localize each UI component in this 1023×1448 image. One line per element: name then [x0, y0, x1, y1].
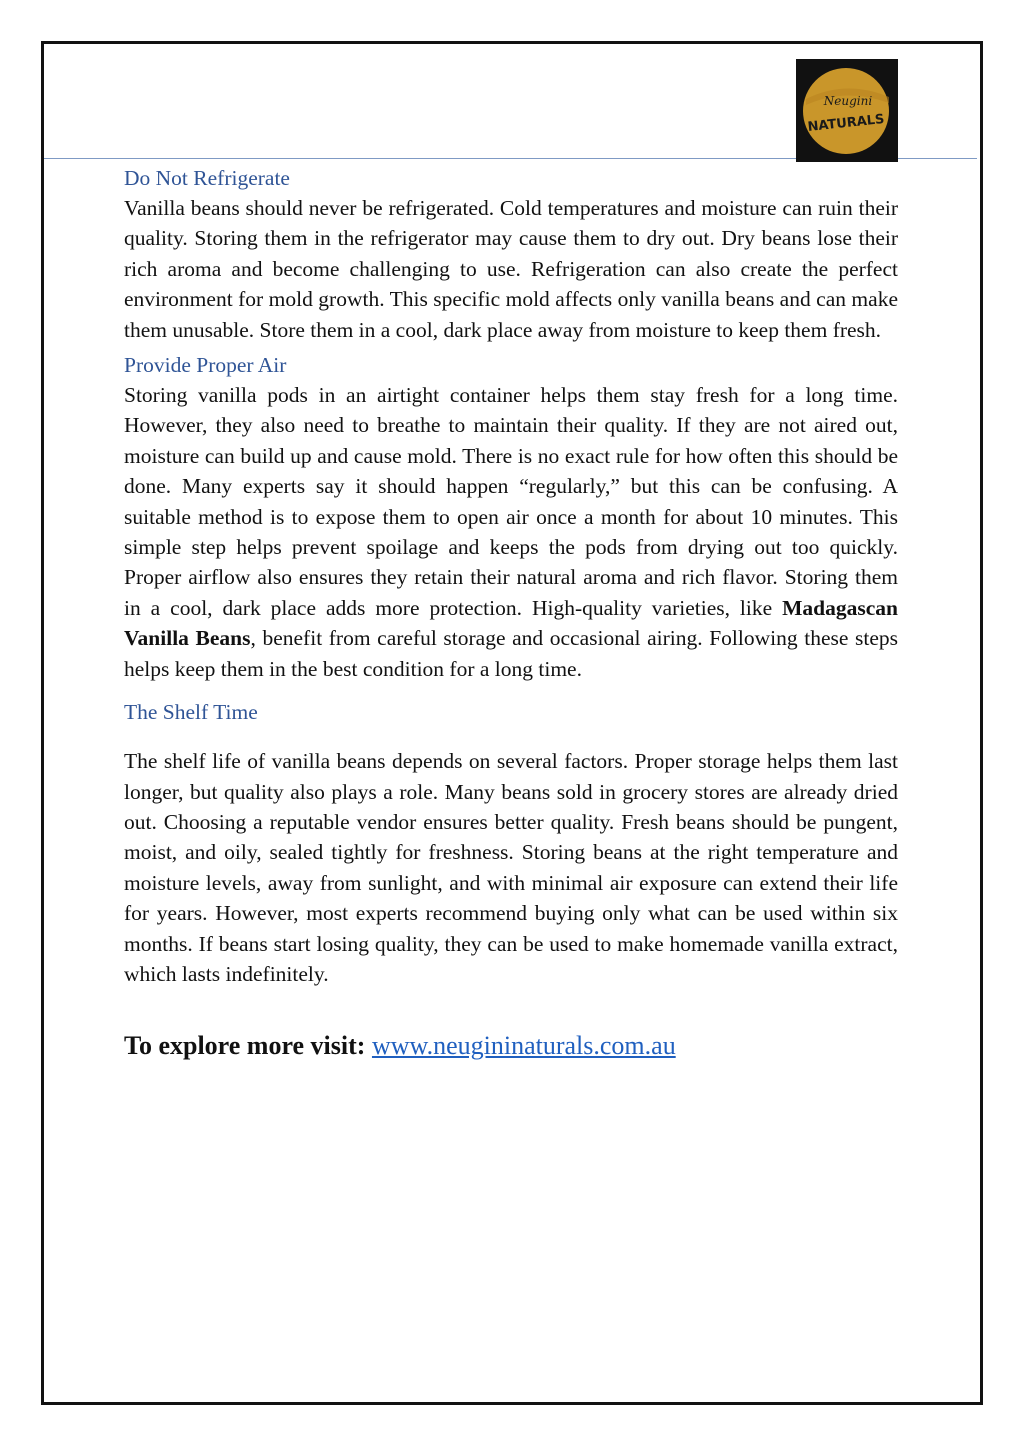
paragraph-text: Storing vanilla pods in an airtight container helps them stay fresh for a long time. However, they also need to breathe to maintain their quality. If they are not aired out, moisture can build up and cause mold. There is no exact rule for how often this should be done. Many experts say it should happen “regularly,” but this can be confusing. A suitable method is to expose them to open air once a month for about 10 minutes. This simple step helps prevent spoilage and keeps the pods from drying out too quickly. Proper airflow also ensures they retain their natural aroma and rich flavor. Storing them in a cool, dark place adds more protection. High-quality varieties, like [124, 383, 898, 620]
section-paragraph-refrigerate: Vanilla beans should never be refrigerated. Cold temperatures and moisture can ruin their quality. Storing them in the refrigerator may cause them to dry out. Dry beans lose their rich aroma and become challenging to use. Refrigeration can also create the perfect environment for mold growth. This specific mold affects only vanilla beans and can make them unusable. Store them in a cool, dark place away from moisture to keep them fresh. [124, 196, 898, 342]
section-heading-shelf: The Shelf Time [124, 700, 258, 725]
cta-label: To explore more visit: [124, 1031, 366, 1061]
website-link[interactable]: www.neugininaturals.com.au [371, 1031, 676, 1061]
logo-graphic [796, 59, 898, 162]
section-heading-air: Provide Proper Air [124, 353, 287, 378]
paragraph-text-continued: , benefit from careful storage and occasional airing. Following these steps helps keep them in the best condition for a long time. [124, 626, 899, 681]
section-paragraph-air [124, 380, 898, 684]
document-body [124, 163, 898, 1063]
section-paragraph-shelf: The shelf life of vanilla beans depends on several factors. Proper storage helps them last longer, but quality also plays a role. Many beans sold in grocery stores are already dried out. Choosing a reputable vendor ensures better quality. Fresh beans should be pungent, moist, and oily, sealed tightly for freshness. Storing beans at the right temperature and moisture levels, away from sunlight, and with minimal air exposure can extend their life for years. However, most experts recommend buying only what can be used within six months. If beans start losing quality, they can be used to make homemade vanilla extract, which lasts indefinitely. [124, 749, 898, 986]
madagascan-vanilla-link-text: Madagascan Vanilla Beans [124, 595, 898, 651]
logo-script-text: Neugini [823, 94, 873, 108]
logo-word-text: NATURALS [806, 112, 886, 135]
brand-logo [796, 59, 898, 162]
section-heading-refrigerate: Do Not Refrigerate [124, 166, 290, 190]
call-to-action [124, 1029, 898, 1063]
